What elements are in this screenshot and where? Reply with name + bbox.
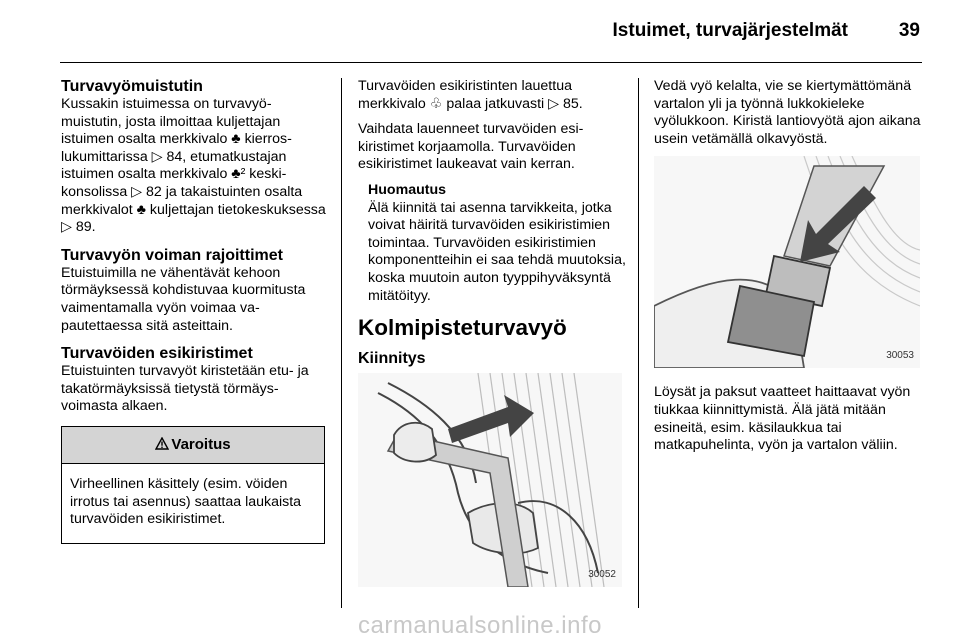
note-block <box>368 182 626 305</box>
page-number: 39 <box>898 20 920 41</box>
column-2 <box>358 78 626 587</box>
column-divider-1 <box>341 78 342 608</box>
section-title: Turvavöiden esikiristimet <box>61 345 253 363</box>
section-title: Turvavyön voiman rajoittimet <box>61 246 283 264</box>
warning-triangle-icon <box>155 437 169 450</box>
section-title: Turvavyömuistutin <box>61 78 203 95</box>
figure-belt-buckle <box>654 156 920 368</box>
paragraph: Turvavöiden esikiristinten lauettua merkkivalo ♧ palaa jatkuvasti ▷ 85. <box>358 78 583 112</box>
watermark: carmanualsonline.info <box>358 612 602 639</box>
section-force-limiters <box>61 247 326 335</box>
section-pretensioners <box>61 345 326 416</box>
note-text: Älä kiinnitä tai asenna tarvikkeita, jotka voivat häiritä turvavöiden esikiristimien toimintaa. Turvavöiden esikiristimien komponentteihin ei saa tehdä muutoksia, koska muutoin auton tyyppihyväksyntä mitätöityy. <box>368 199 626 304</box>
section-text: Kussakin istuimessa on turvavyömuistutin, josta ilmoittaa kuljettajan istuimen osalta merkkivalo ♣ kierroslukumittarissa ▷ 84, etumatkustajan istuimen osalta merkkivalo ♣² keskikonsolissa ▷ 82 ja takaistuinten osalta merkkivalot ♣ kuljettajan tietokeskuksessa ▷ 89. <box>61 96 326 236</box>
subheading: Kiinnitys <box>358 350 426 368</box>
section-belt-reminder <box>61 78 326 237</box>
column-divider-2 <box>638 78 639 608</box>
figure-number: 30052 <box>588 568 616 580</box>
paragraph: Löysät ja paksut vaatteet haittaavat vyön tiukkaa kiinnittymistä. Älä jätä mitään esineitä, esim. käsilaukkua tai matkapuhelinta, vyön ja vartalon väliin. <box>654 384 911 454</box>
column-1 <box>61 78 326 544</box>
paragraph: Vedä vyö kelalta, vie se kiertymättömänä vartalon yli ja työnnä lukkokieleke vyölukkoon. Kiristä lantiovyötä ajon aikana usein vetämällä olkavyöstä. <box>654 78 921 147</box>
warning-header <box>62 427 324 464</box>
paragraph: Vaihdata lauenneet turvavöiden esikiristimet korjaamolla. Turvavöiden esikiristimet laukeavat vain kerran. <box>358 121 584 173</box>
warning-text: Virheellinen käsittely (esim. vöiden irrotus tai asennus) saattaa laukaista turvavöiden esikiristimet. <box>70 475 302 528</box>
header-title: Istuimet, turvajärjestelmät <box>612 20 848 41</box>
belt-fastening-illustration <box>358 373 622 587</box>
header-divider <box>60 62 922 63</box>
section-text: Etuistuinten turvavyöt kiristetään etu- ja takatörmäyksissä tietystä törmäysvoimasta alkaen. <box>61 363 309 415</box>
chapter-heading: Kolmipisteturvavyö <box>358 315 567 341</box>
figure-number: 30053 <box>886 349 914 361</box>
belt-buckle-illustration <box>654 156 920 368</box>
warning-title: Varoitus <box>171 435 231 453</box>
section-text: Etuistuimilla ne vähentävät kehoon törmäyksessä kohdistuvaa kuormitusta vaimentamalla vyön voimaa vapautettaessa sitä asteittain. <box>61 264 306 334</box>
warning-box <box>61 426 325 544</box>
page-header <box>0 0 960 62</box>
column-3 <box>654 78 924 463</box>
note-title: Huomautus <box>368 181 447 198</box>
figure-buckling-belt <box>358 373 622 587</box>
